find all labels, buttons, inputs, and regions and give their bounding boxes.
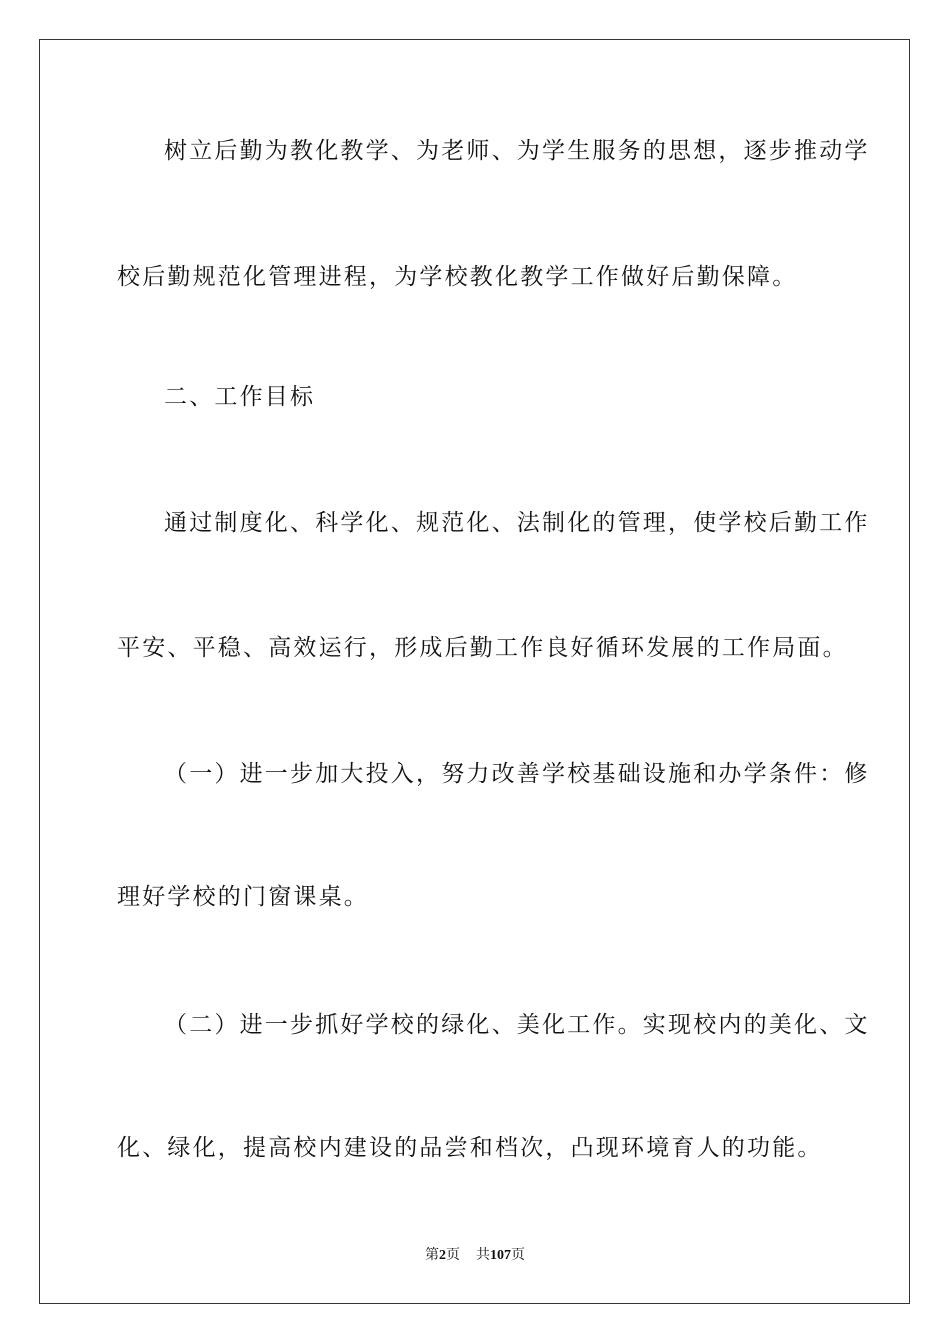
paragraph-line-4: 平安、平稳、高效运行，形成后勤工作良好循环发展的工作局面。 <box>117 635 848 661</box>
item-two-line-2: 化、绿化，提高校内建设的品尝和档次，凸现环境育人的功能。 <box>117 1135 823 1161</box>
paragraph-line-3: 通过制度化、科学化、规范化、法制化的管理，使学校后勤工作 <box>164 510 870 536</box>
footer-page-suffix: 页 <box>446 1248 460 1263</box>
item-two-line-1: （二）进一步抓好学校的绿化、美化工作。实现校内的美化、文 <box>164 1012 870 1038</box>
item-one-line-1: （一）进一步加大投入，努力改善学校基础设施和办学条件：修 <box>164 761 870 787</box>
footer-page-prefix: 第 <box>425 1248 439 1263</box>
paragraph-line-1: 树立后勤为教化教学、为老师、为学生服务的思想，逐步推动学 <box>164 138 870 164</box>
page-footer <box>0 1247 950 1265</box>
item-one-line-2: 理好学校的门窗课桌。 <box>117 884 369 910</box>
footer-total-prefix: 共 <box>476 1248 490 1263</box>
footer-page-number: 2 <box>439 1248 446 1263</box>
paragraph-line-2: 校后勤规范化管理进程，为学校教化教学工作做好后勤保障。 <box>117 264 798 290</box>
footer-total-suffix: 页 <box>511 1248 525 1263</box>
page-frame <box>39 39 910 1304</box>
footer-total-pages: 107 <box>490 1248 511 1263</box>
section-heading-work-goals: 二、工作目标 <box>164 384 316 410</box>
